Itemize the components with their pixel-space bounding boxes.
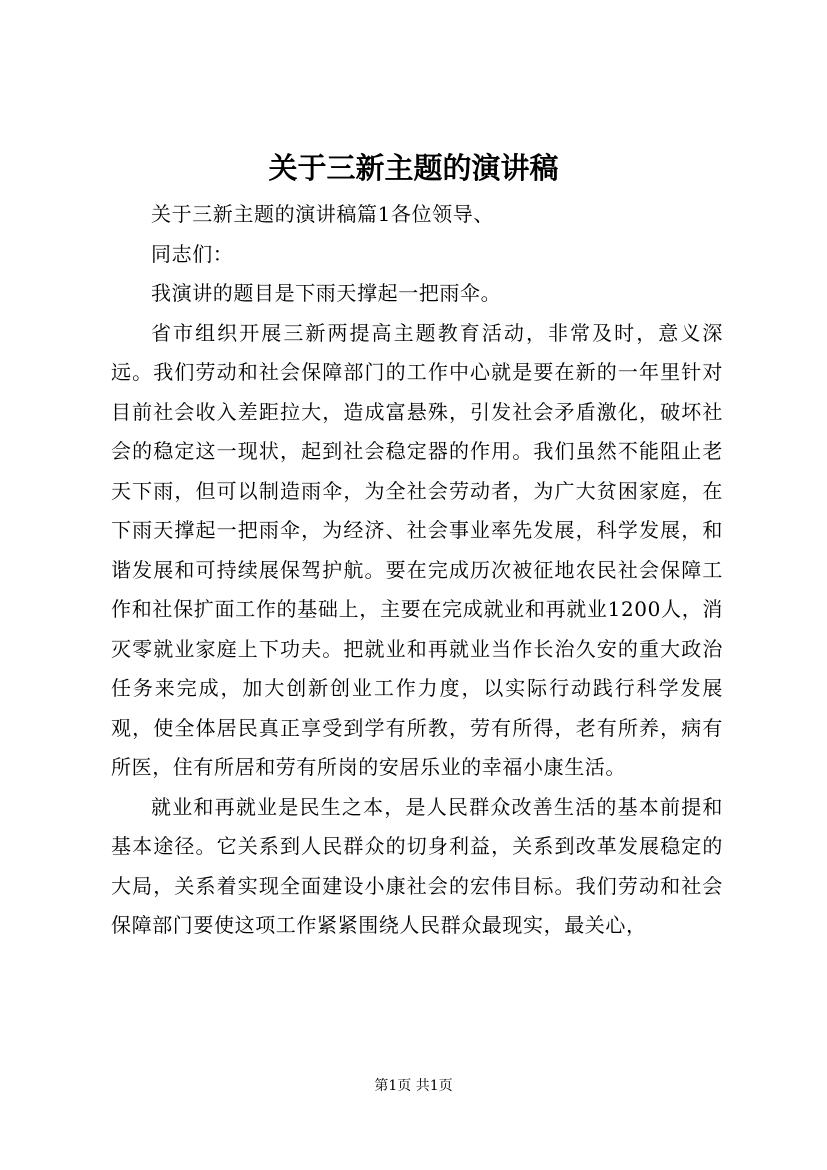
paragraph-topic: 我演讲的题目是下雨天撑起一把雨伞。 [151,281,502,305]
paragraph-salutation: 同志们： [151,241,234,266]
paragraph-body-1: 省市组织开展三新两提高主题教育活动，非常及时，意义深远。我们劳动和社会保障部门的工作中心就是要在新的一年里针对目前社会收入差距拉大，造成富悬殊，引发社会矛盾激化，破坏社会的稳定这一现状，起到社会稳定器的作用。我们虽然不能阻止老天下雨，但可以制造雨伞，为全社会劳动者，为广大贫困家庭，在下雨天撑起一把雨伞，为经济、社会事业率先发展，科学发展，和谐发展和可持续展保驾护航。要在完成历次被征地农民社会保障工作和社保扩面工作的基础上，主要在完成就业和再就业1200人，消灭零就业家庭上下功夫。把就业和再就业当作长治久安的重大政治任务来完成，加大创新创业工作力度，以实际行动践行科学发展观，使全体居民真正享受到学有所教，劳有所得，老有所养，病有所医，住有所居和劳有所岗的安居乐业的幸福小康生活。 [111,320,723,779]
paragraph-greeting: 关于三新主题的演讲稿篇1各位领导、 [151,202,494,226]
document-body [111,195,723,946]
paragraph-body-2: 就业和再就业是民生之本，是人民群众改善生活的基本前提和基本途径。它关系到人民群众的切身利益，关系到改革发展稳定的大局，关系着实现全面建设小康社会的宏伟目标。我们劳动和社会保障部门要使这项工作紧紧围绕人民群众最现实，最关心， [111,794,723,937]
page-number-footer: 第1页 共1页 [374,1078,453,1094]
document-title: 关于三新主题的演讲稿 [268,151,559,185]
